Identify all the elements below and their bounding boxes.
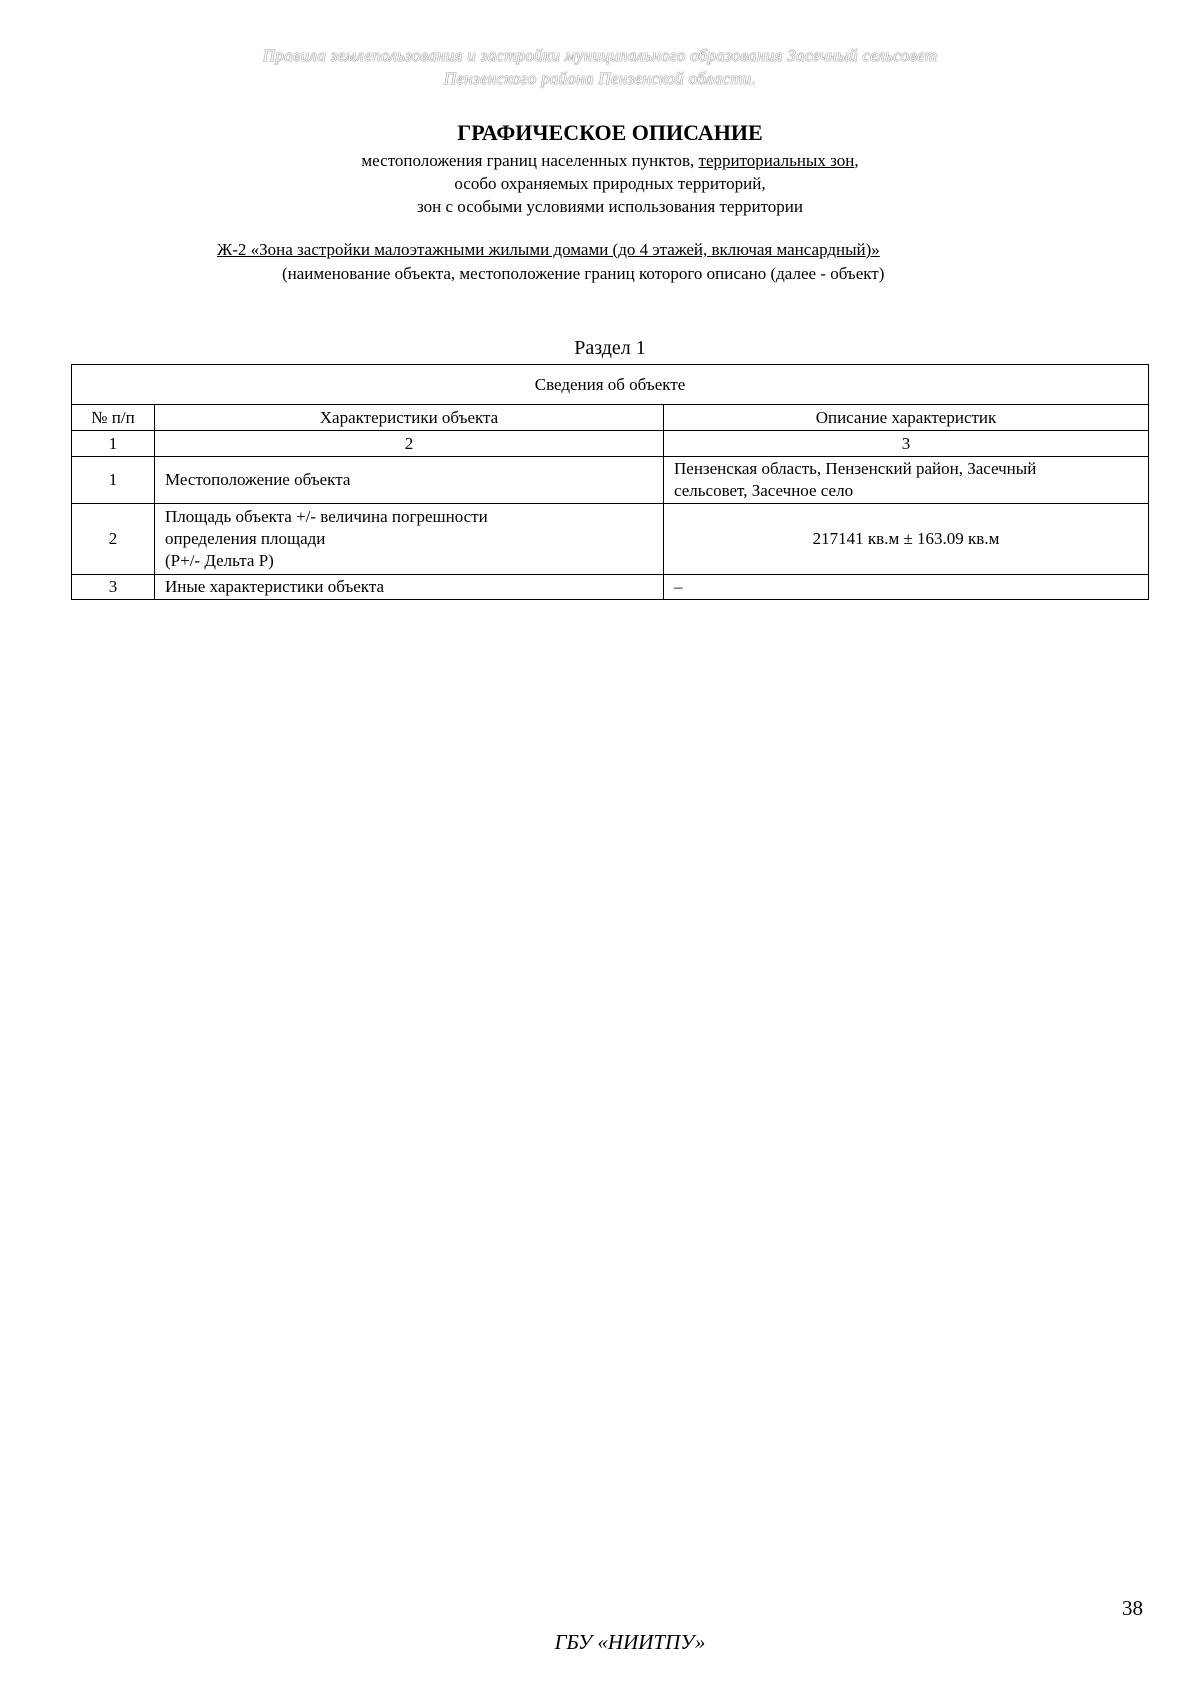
subtitle-line-1: [0, 151, 1200, 171]
row-2-description: 217141 кв.м ± 163.09 кв.м: [664, 504, 1149, 575]
subtitle-line-1-part-a: местоположения границ населенных пунктов,: [361, 151, 699, 170]
row-1-characteristic: Местоположение объекта: [155, 457, 664, 504]
page-number: 38: [1122, 1596, 1143, 1620]
row-2-num: 2: [72, 504, 155, 575]
document-header-note: [0, 44, 1200, 90]
row-1-num: 1: [72, 457, 155, 504]
header-description: Описание характеристик: [664, 405, 1149, 431]
row-1-description-line-2: сельсовет, Засечное село: [674, 481, 854, 500]
col-number-3: 3: [664, 431, 1149, 457]
col-number-2: 2: [155, 431, 664, 457]
row-2-characteristic-line-3: (Р+/- Дельта Р): [165, 551, 274, 570]
row-3-num: 3: [72, 575, 155, 600]
subtitle-line-2: особо охраняемых природных территорий,: [454, 174, 766, 193]
table-title-row: [72, 365, 1149, 405]
row-3-characteristic: Иные характеристики объекта: [155, 575, 664, 600]
subtitle-line-1-part-c: ,: [854, 151, 859, 170]
row-3-description: –: [664, 575, 1149, 600]
table-header-row: [72, 405, 1149, 431]
row-2-characteristic-line-2: определения площади: [165, 529, 326, 548]
row-2-characteristic-line-1: Площадь объекта +/- величина погрешности: [165, 507, 488, 526]
footer-organization: ГБУ «НИИТПУ»: [554, 1630, 706, 1654]
header-characteristic: Характеристики объекта: [155, 405, 664, 431]
subtitle-line-3: зон с особыми условиями использования территории: [417, 197, 803, 216]
section-label: Раздел 1: [574, 337, 646, 359]
header-note-line-2: Пензенского района Пензенской области.: [443, 69, 757, 88]
table-row: [72, 504, 1149, 575]
row-1-description-line-1: Пензенская область, Пензенский район, Засечный: [674, 459, 1037, 478]
table-row: [72, 457, 1149, 504]
subtitle-line-1-part-b: территориальных зон: [698, 151, 855, 170]
header-num: № п/п: [72, 405, 155, 431]
zone-caption: (наименование объекта, местоположение границ которого описано (далее - объект): [282, 264, 885, 283]
row-1-description: [664, 457, 1149, 504]
row-2-characteristic: [155, 504, 664, 575]
zone-name: Ж-2 «Зона застройки малоэтажными жилыми домами (до 4 этажей, включая мансардный)»: [217, 240, 880, 259]
table-col-number-row: [72, 431, 1149, 457]
table-title: Сведения об объекте: [72, 365, 1149, 405]
header-note-line-1: Правила землепользования и застройки муниципального образования Засечный сельсовет: [262, 46, 938, 65]
col-number-1: 1: [72, 431, 155, 457]
table-row: [72, 575, 1149, 600]
object-info-table: [71, 364, 1149, 600]
document-title: ГРАФИЧЕСКОЕ ОПИСАНИЕ: [457, 120, 763, 145]
